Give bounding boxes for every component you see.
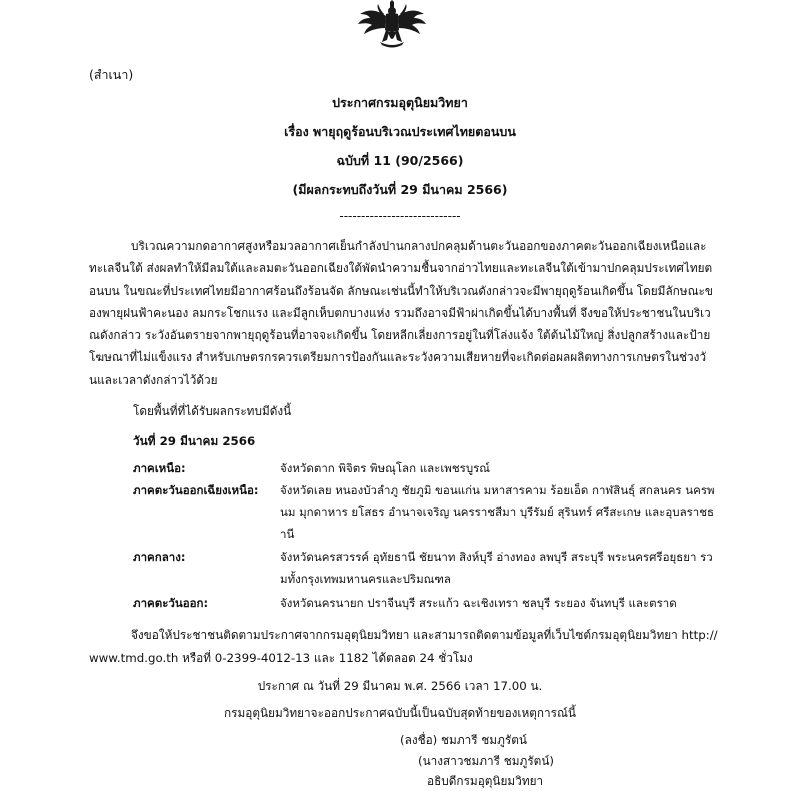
signature-signed: (ลงชื่อ) ชมภารี ชมภูรัตน์ [400,733,527,747]
divider: ---------------------------- [339,209,461,223]
region-name: ภาคกลาง: [133,550,186,564]
region-provinces: จังหวัดตาก พิจิตร พิษณุโลก และเพชรบูรณ์ [280,461,490,475]
garuda-emblem-icon [342,0,442,52]
affected-areas-lead: โดยพื้นที่ที่ได้รับผลกระทบมีดังนี้ [133,404,292,418]
title-line-3: ฉบับที่ 11 (90/2566) [336,153,464,168]
title-line-1: ประกาศกรมอุตุนิยมวิทยา [332,95,468,110]
final-note: กรมอุตุนิยมวิทยาจะออกประกาศฉบับนี้เป็นฉบับสุดท้ายของเหตุการณ์นี้ [223,706,576,720]
affected-date: วันที่ 29 มีนาคม 2566 [133,434,256,448]
region-provinces: จังหวัดนครนายก ปราจีนบุรี สระแก้ว ฉะเชิงเทรา ชลบุรี ระยอง จันทบุรี และตราด [280,596,677,610]
region-provinces: จังหวัดนครสวรรค์ อุทัยธานี ชัยนาท สิงห์บุรี อ่างทอง ลพบุรี สระบุรี พระนครศรีอยุธยา รวมทั้งกรุงเทพมหานครและปริมณฑล [280,550,713,586]
title-line-4: (มีผลกระทบถึงวันที่ 29 มีนาคม 2566) [292,182,508,197]
region-provinces: จังหวัดเลย หนองบัวลำภู ชัยภูมิ ขอนแก่น มหาสารคาม ร้อยเอ็ด กาฬสินธุ์ สกลนคร นครพนม มุกดาหาร ยโสธร อำนาจเจริญ นครราชสีมา บุรีรัมย์ สุรินทร์ ศรีสะเกษ และอุบลราชธานี [280,483,715,541]
title-line-2: เรื่อง พายุฤดูร้อนบริเวณประเทศไทยตอนบน [284,124,516,139]
signature-name: (นางสาวชมภารี ชมภูรัตน์) [418,754,554,768]
contact-paragraph: จึงขอให้ประชาชนติดตามประกาศจากกรมอุตุนิยมวิทยา และสามารถติดตามข้อมูลที่เว็บไซต์กรมอุตุนิยมวิทยา http://www.tmd.go.th หรือที่ 0-2399-4012-13 และ 1182 ได้ตลอด 24 ชั่วโมง [89,628,718,665]
copy-label: (สำเนา) [89,67,134,82]
issued-line: ประกาศ ณ วันที่ 29 มีนาคม พ.ศ. 2566 เวลา 17.00 น. [257,679,543,693]
region-name: ภาคเหนือ: [133,461,186,475]
body-paragraph: บริเวณความกดอากาศสูงหรือมวลอากาศเย็นกำลังปานกลางปกคลุมด้านตะวันออกของภาคตะวันออกเฉียงเหนือและทะเลจีนใต้ ส่งผลทำให้มีลมใต้และลมตะวันออกเฉียงใต้พัดนำความชื้นจากอ่าวไทยและทะเลจีนใต้เข้ามาปกคลุมประเทศไทยตอนบน ในขณะที่ประเทศไทยมีอากาศร้อนถึงร้อนจัด ลักษณะเช่นนี้ทำให้บริเวณดังกล่าวจะมีพายุฤดูร้อนเกิดขึ้น โดยมีลักษณะของพายุฝนฟ้าคะนอง ลมกระโชกแรง และมีลูกเห็บตกบางแห่ง รวมถึงอาจมีฟ้าผ่าเกิดขึ้นได้บางพื้นที่ จึงขอให้ประชาชนในบริเวณดังกล่าว ระวังอันตรายจากพายุฤดูร้อนที่อาจจะเกิดขึ้น โดยหลีกเลี่ยงการอยู่ในที่โล่งแจ้ง ใต้ต้นไม้ใหญ่ สิ่งปลูกสร้างและป้ายโฆษณาที่ไม่แข็งแรง สำหรับเกษตรกรควรเตรียมการป้องกันและระวังความเสียหายที่จะเกิดต่อผลผลิตทางการเกษตรในช่วงวันและเวลาดังกล่าวไว้ด้วย [89,239,713,387]
region-name: ภาคตะวันออกเฉียงเหนือ: [133,483,259,497]
signature-position: อธิบดีกรมอุตุนิยมวิทยา [427,774,544,788]
region-name: ภาคตะวันออก: [133,596,209,610]
